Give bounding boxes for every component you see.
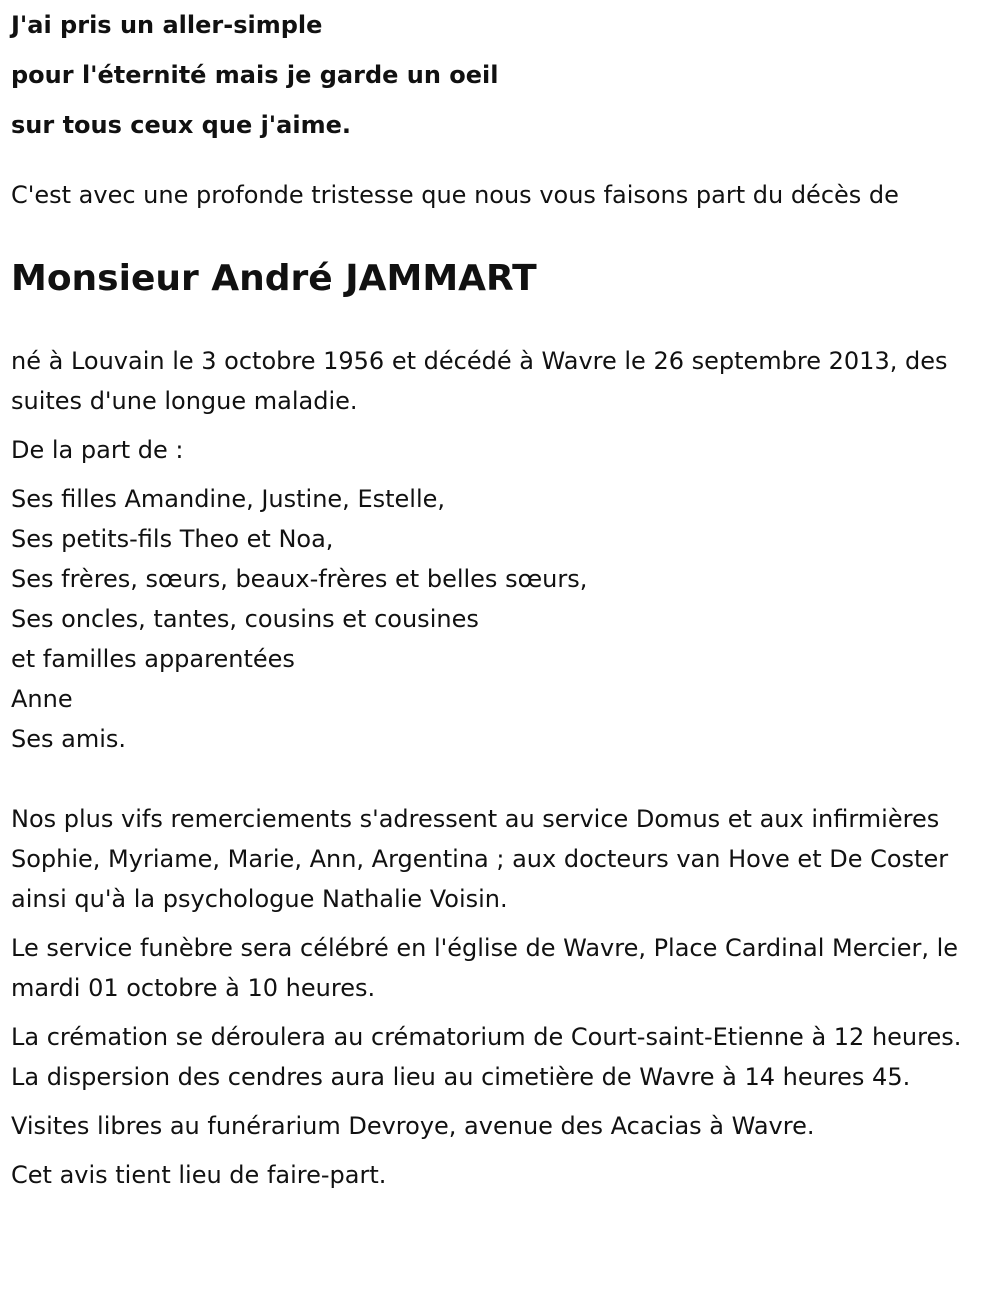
obituary-notice <box>11 0 986 1195</box>
birth-death-text: né à Louvain le 3 octobre 1956 et décédé à Wavre le 26 septembre 2013, des suites d'une longue maladie. <box>11 347 948 415</box>
cremation-text: La crémation se déroulera au crématorium de Court-saint-Etienne à 12 heures. La dispersion des cendres aura lieu au cimetière de Wavre à 14 heures 45. <box>11 1023 962 1091</box>
from-label: De la part de : <box>11 436 184 464</box>
family-line: Ses amis. <box>11 725 127 753</box>
family-list <box>11 479 986 759</box>
poem-line: sur tous ceux que j'aime. <box>11 111 351 139</box>
closing-text: Cet avis tient lieu de faire-part. <box>11 1161 387 1189</box>
family-line: et familles apparentées <box>11 645 295 673</box>
thanks-text: Nos plus vifs remerciements s'adressent au service Domus et aux infirmières Sophie, Myriame, Marie, Ann, Argentina ; aux docteurs van Hove et De Coster ainsi qu'à la psychologue Nathalie Voisin. <box>11 805 949 913</box>
service-text: Le service funèbre sera célébré en l'église de Wavre, Place Cardinal Mercier, le mardi 01 octobre à 10 heures. <box>11 934 959 1002</box>
poem-line: pour l'éternité mais je garde un oeil <box>11 61 499 89</box>
family-line: Ses oncles, tantes, cousins et cousines <box>11 605 479 633</box>
family-line: Ses filles Amandine, Justine, Estelle, <box>11 485 446 513</box>
family-line: Ses petits-fils Theo et Noa, <box>11 525 334 553</box>
deceased-name: Monsieur André JAMMART <box>11 258 537 299</box>
poem-line: J'ai pris un aller-simple <box>11 11 323 39</box>
poem <box>11 0 986 150</box>
family-line: Anne <box>11 685 73 713</box>
family-line: Ses frères, sœurs, beaux-frères et belles sœurs, <box>11 565 588 593</box>
visits-text: Visites libres au funérarium Devroye, avenue des Acacias à Wavre. <box>11 1112 815 1140</box>
intro-text: C'est avec une profonde tristesse que nous vous faisons part du décès de <box>11 181 899 209</box>
